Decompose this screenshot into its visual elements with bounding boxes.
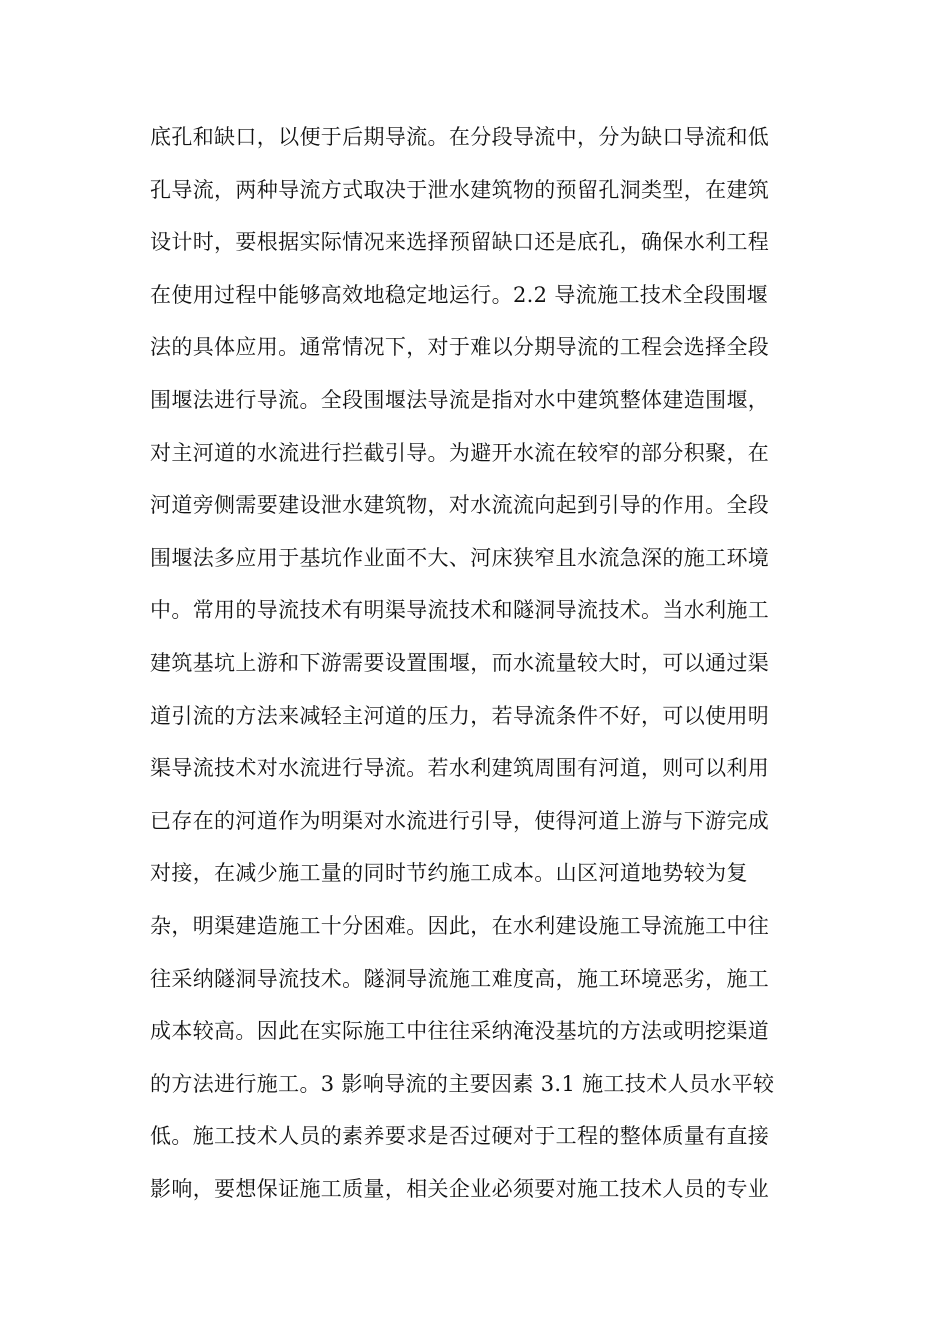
text-line: 渠导流技术对水流进行导流。若水利建筑周围有河道，则可以利用	[150, 756, 770, 781]
text-line: 法的具体应用。通常情况下，对于难以分期导流的工程会选择全段	[150, 335, 770, 360]
text-line: 中。常用的导流技术有明渠导流技术和隧洞导流技术。当水利施工	[150, 598, 770, 623]
text-line: 孔导流，两种导流方式取决于泄水建筑物的预留孔洞类型，在建筑	[150, 177, 770, 202]
text-line: 建筑基坑上游和下游需要设置围堰，而水流量较大时，可以通过渠	[150, 650, 770, 675]
text-line: 的方法进行施工。3 影响导流的主要因素 3.1 施工技术人员水平较	[150, 1071, 775, 1096]
text-line: 往采纳隧洞导流技术。隧洞导流施工难度高，施工环境恶劣，施工	[150, 966, 770, 991]
text-line: 对接，在减少施工量的同时节约施工成本。山区河道地势较为复	[150, 861, 748, 886]
text-line: 影响，要想保证施工质量，相关企业必须要对施工技术人员的专业	[150, 1176, 770, 1201]
text-line: 底孔和缺口，以便于后期导流。在分段导流中，分为缺口导流和低	[150, 125, 770, 149]
text-line: 杂，明渠建造施工十分困难。因此，在水利建设施工导流施工中往	[150, 913, 770, 938]
text-line: 河道旁侧需要建设泄水建筑物，对水流流向起到引导的作用。全段	[150, 493, 770, 518]
text-line: 围堰法多应用于基坑作业面不大、河床狭窄且水流急深的施工环境	[150, 545, 770, 570]
text-line: 已存在的河道作为明渠对水流进行引导，使得河道上游与下游完成	[150, 808, 770, 833]
text-line: 对主河道的水流进行拦截引导。为避开水流在较窄的部分积聚，在	[150, 440, 770, 465]
text-line: 成本较高。因此在实际施工中往往采纳淹没基坑的方法或明挖渠道	[150, 1019, 770, 1044]
text-line: 在使用过程中能够高效地稳定地运行。2.2 导流施工技术全段围堰	[150, 282, 768, 307]
body-paragraph	[150, 118, 810, 1222]
text-line: 围堰法进行导流。全段围堰法导流是指对水中建筑整体建造围堰，	[150, 387, 770, 412]
text-line: 道引流的方法来减轻主河道的压力，若导流条件不好，可以使用明	[150, 703, 770, 728]
text-line: 设计时，要根据实际情况来选择预留缺口还是底孔，确保水利工程	[150, 230, 770, 255]
text-line: 低。施工技术人员的素养要求是否过硬对于工程的整体质量有直接	[150, 1124, 770, 1149]
